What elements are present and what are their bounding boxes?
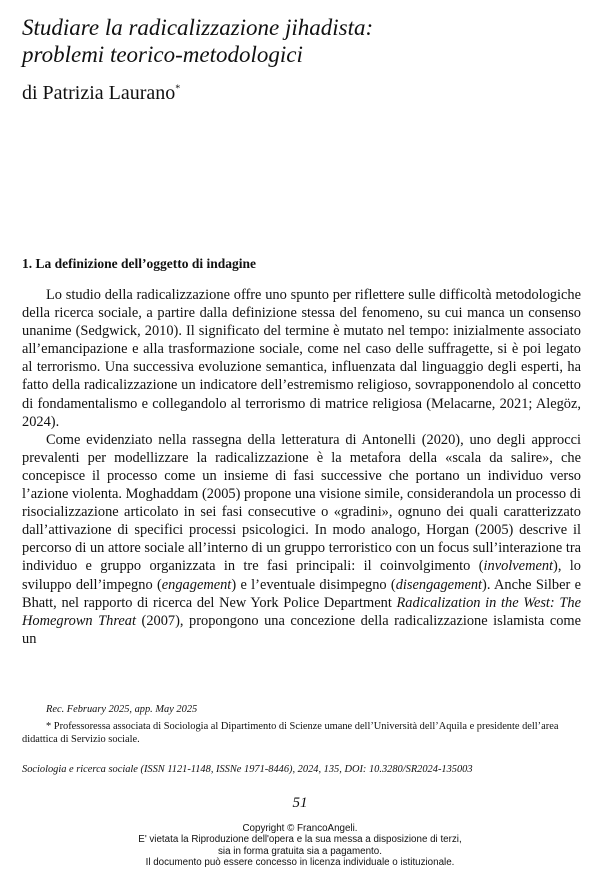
text-run: ). Anche Silber e Bhatt, nel rapporto di ricerca del New York Police Department (22, 576, 581, 611)
italic-term: Radicalization in the West: The Homegrown Threat (22, 594, 581, 629)
text-run: ), lo sviluppo dell’impegno ( (22, 558, 582, 593)
copyright-line-4: Il documento può essere concesso in licenza individuale o istituzionale. (145, 857, 455, 869)
page-number: 51 (292, 795, 308, 811)
italic-term: involvement (483, 558, 554, 575)
section-heading: 1. La definizione dell’oggetto di indagine (22, 256, 257, 271)
italic-term: engagement (161, 576, 232, 593)
italic-term: disengagement (395, 576, 483, 593)
body-text (22, 286, 581, 648)
article-title (22, 14, 582, 68)
copyright-line-3: sia in forma gratuita sia a pagamento. (218, 845, 382, 857)
journal-citation: Sociologia e ricerca sociale (ISSN 1121-1148, ISSNe 1971-8446), 2024, 135, DOI: 10.3280/SR2024-135003 (22, 764, 473, 775)
copyright-line-1: Copyright © FrancoAngeli. (242, 823, 358, 834)
article-author (22, 81, 180, 105)
body-paragraph (22, 431, 581, 648)
article-title-line-1: Studiare la radicalizzazione jihadista: (22, 15, 374, 40)
author-affiliation-note: * Professoressa associata di Sociologia al Dipartimento di Scienze umane dell’Università dell’Aquila e presidente dell’area didattica di Servizio sociale. (22, 721, 559, 745)
footnotes (22, 703, 581, 746)
text-run: Lo studio della radicalizzazione offre uno spunto per riflettere sulle difficoltà metodologiche della ricerca sociale, a partire dalla definizione stessa del fenomeno, su cui manca un consenso unanime (Sedgwick, 2010). Il significato del termine è mutato nel tempo: inizialmente associato all’emancipazione e alla trasformazione sociale, come nel caso delle suffragette, si è poi legato al terrorismo. Una successiva evoluzione semantica, influenzata dal linguaggio degli esperti, ha fatto della radicalizzazione un indicatore dell’estremismo religioso, sovrapponendolo al concetto di fondamentalismo e collegandolo al terrorismo di matrice religiosa (Melacarne, 2021; Alegöz, 2024). (22, 287, 581, 430)
text-run: (2007), propongono una concezione della radicalizzazione islamista come un (22, 612, 581, 647)
copyright-notice (0, 823, 600, 869)
article-title-line-2: problemi teorico-metodologici (22, 42, 303, 67)
author-footnote-mark: * (175, 83, 181, 95)
body-paragraph (22, 286, 581, 431)
copyright-line-2: E' vietata la Riproduzione dell'opera e la sua messa a disposizione di terzi, (138, 834, 462, 846)
author-name: di Patrizia Laurano (22, 82, 176, 104)
received-dates: Rec. February 2025, app. May 2025 (46, 704, 198, 715)
text-run: Come evidenziato nella rassegna della letteratura di Antonelli (2020), uno degli approcci prevalenti per modellizzare la radicalizzazione è la metafora della «scala da salire», che concepisce il processo come un insieme di fasi successive che portano un individuo verso l’azione violenta. Moghaddam (2005) propone una visione simile, considerandola un processo di risocializzazione articolato in sei fasi consecutive o «gradini», ognuno dei quali caratterizzato dall’attivazione di specifici processi psicologici. In modo analogo, Horgan (2005) descrive il percorso di un attore sociale all’interno di un gruppo terroristico con un focus sull’interazione tra individuo e gruppo organizzata in tre fasi principali: il coinvolgimento ( (22, 431, 581, 575)
text-run: ) e l’eventuale disimpegno ( (231, 576, 396, 593)
